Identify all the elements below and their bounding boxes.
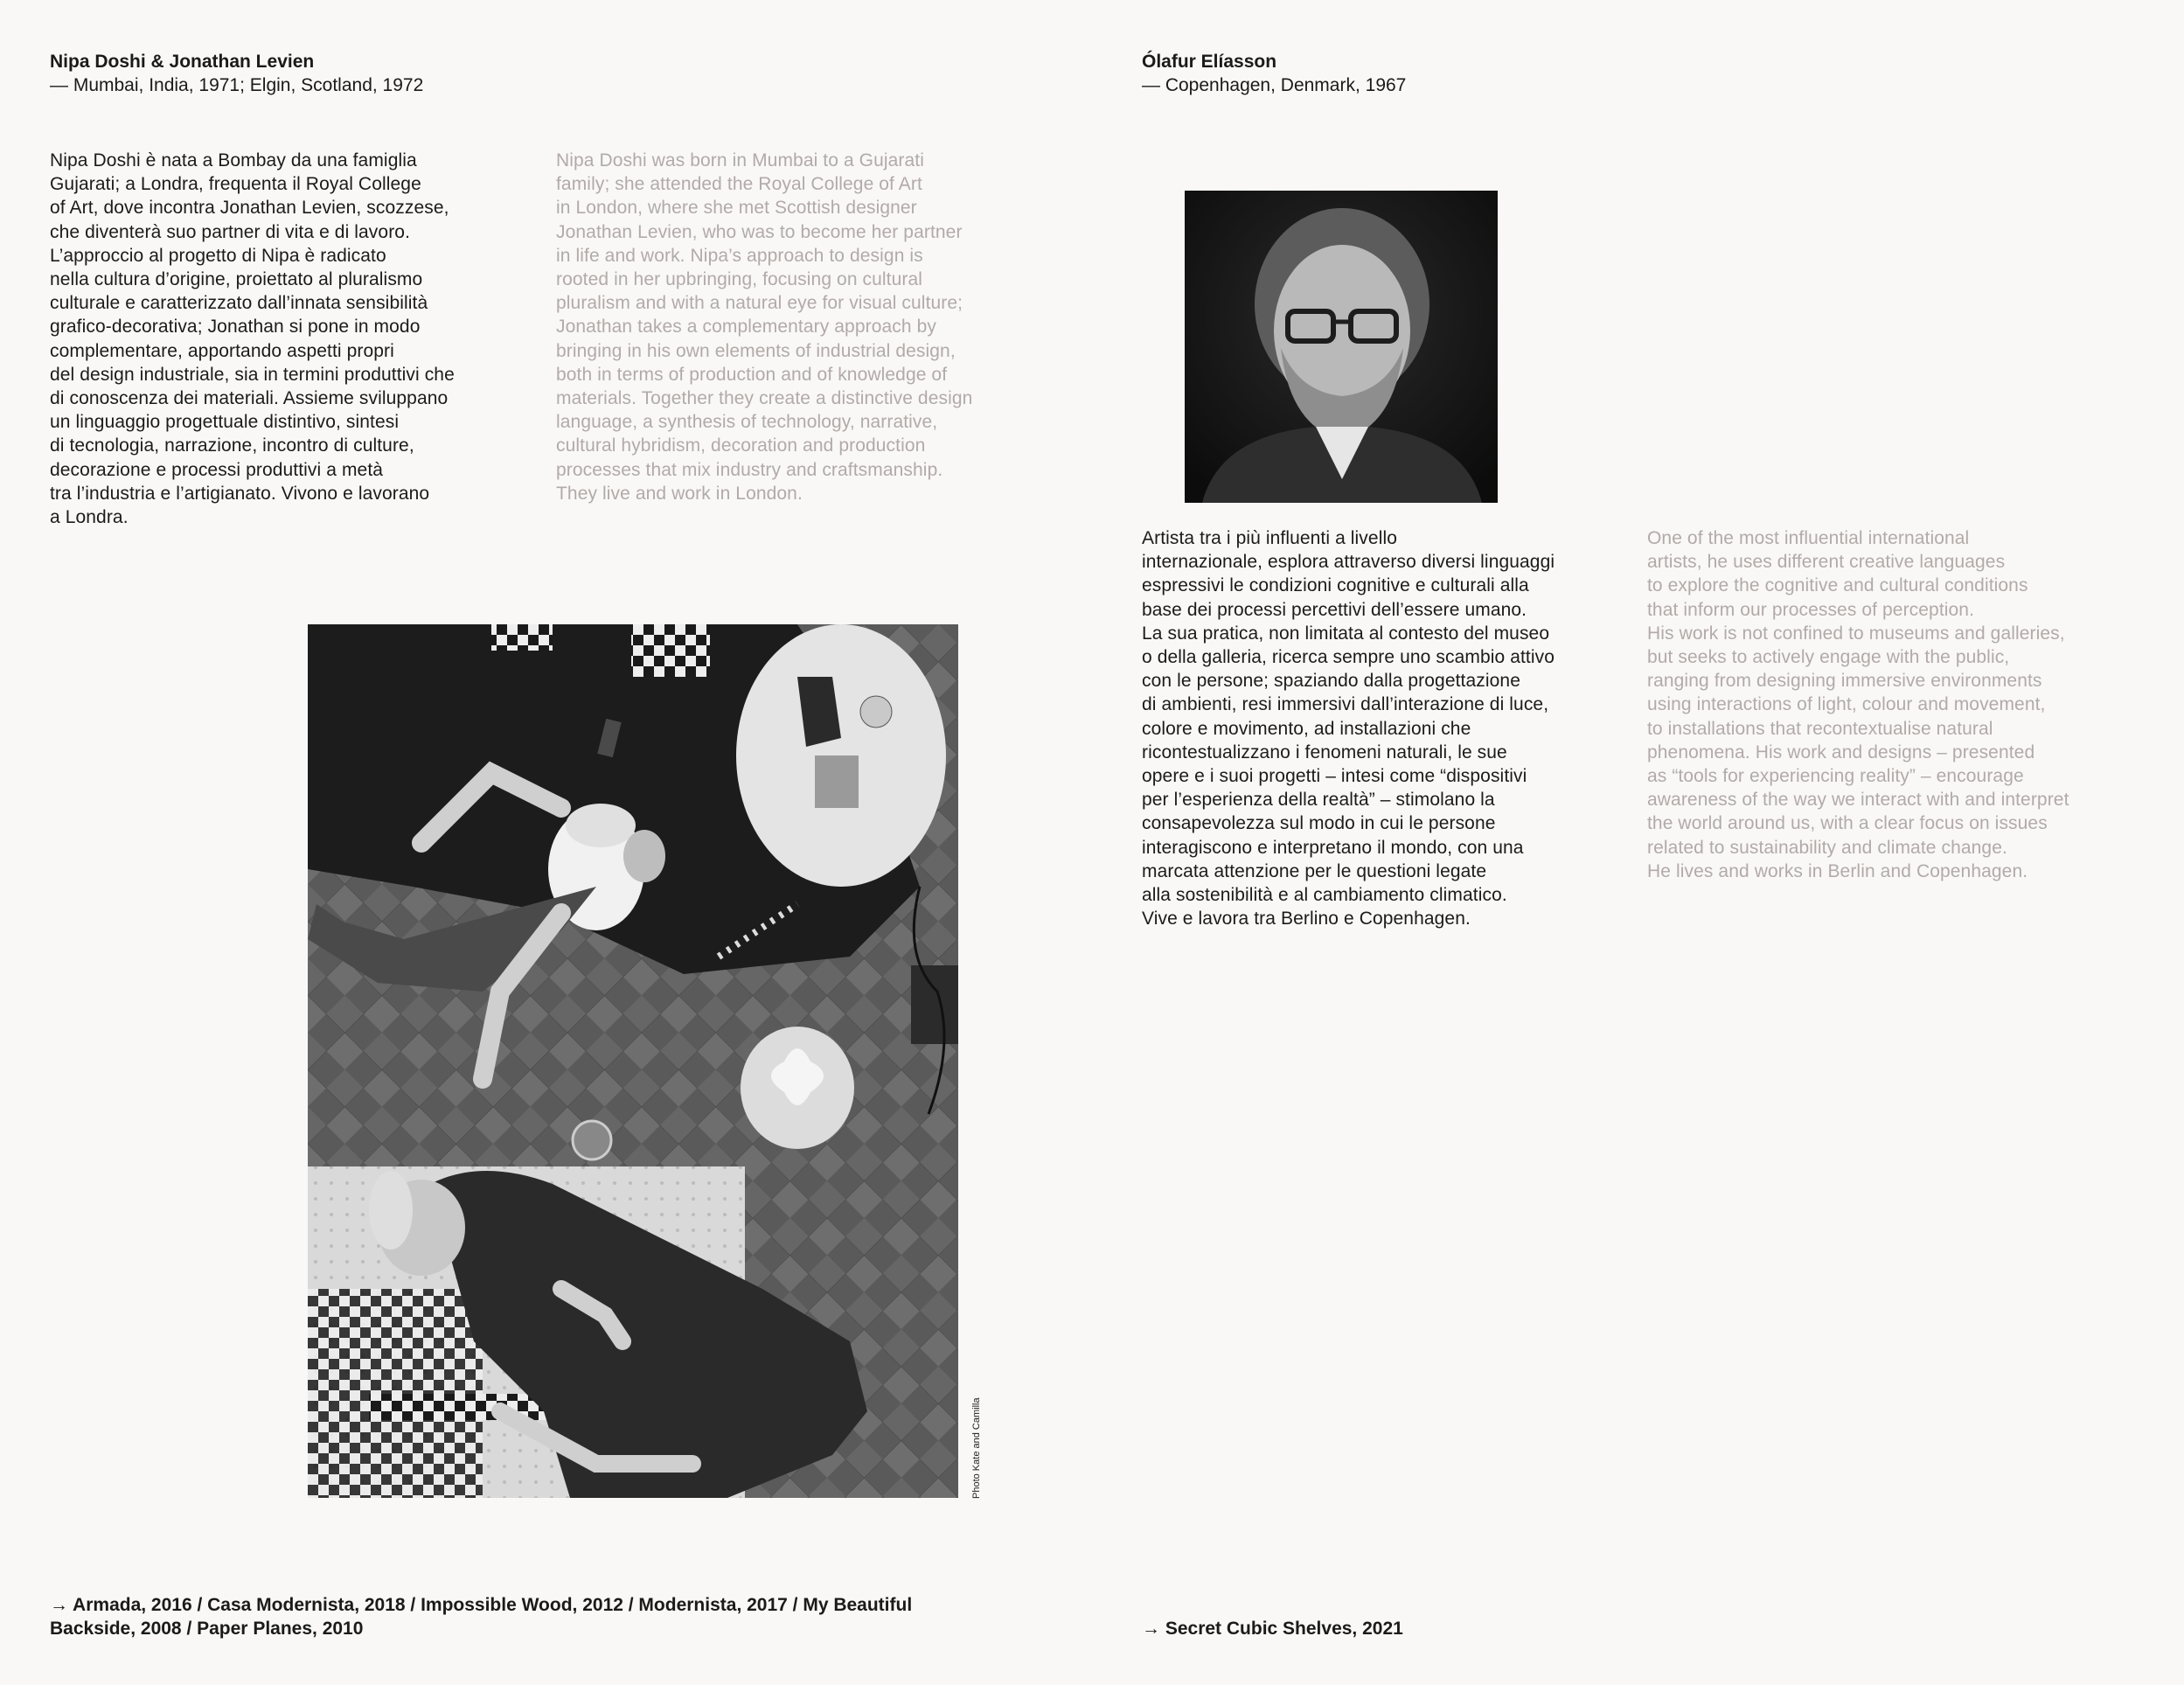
left-bio-italian: Nipa Doshi è nata a Bombay da una famiglia Gujarati; a Londra, frequenta il Royal College of Art, dove incontra Jonathan Levien, scozzese, che diventerà suo partner di vita e di lavoro. L’approccio al progetto di Nipa è radicato nella cultura d’origine, proiettato al pluralismo culturale e caratterizzato dall’innata sensibilità grafico-decorativa; Jonathan si pone in modo complementare, apportando aspetti propri del design industriale, sia in termini produttivi che di conoscenza dei materiali. Assieme sviluppano un linguaggio progettuale distintivo, sintesi di tecnologia, narrazione, incontro di culture, decorazione e processi produttivi a metà tra l’industria e l’artigianato. Vivono e lavorano a Londra.: [50, 150, 455, 528]
photo-credit: Photo Kate and Camilla: [971, 1397, 982, 1499]
right-bio-english: One of the most influential international artists, he uses different creative languages to explore the cognitive and cultural conditions that inform our processes of perception. His work is not confined to museums and galleries, but seeks to actively engage with the public, ranging from designing immersive environments using interactions of light, colour and movement, to installations that recontextualise natural phenomena. His work and designs – presented as “tools for experiencing reality” – encourage awareness of the way we interact with and interpret the world around us, with a clear focus on issues related to sustainability and climate change. He lives and works in Berlin and Copenhagen.: [1647, 528, 2069, 881]
right-artist-origin: — Copenhagen, Denmark, 1967: [1142, 75, 1407, 95]
right-artist-name: Ólafur Elíasson: [1142, 52, 1277, 72]
left-artist-name: Nipa Doshi & Jonathan Levien: [50, 52, 315, 72]
left-works-list: → Armada, 2016 / Casa Modernista, 2018 / Impossible Wood, 2012 / Modernista, 2017 / My Beautiful Backside, 2008 / Paper Planes, 2010: [50, 1595, 913, 1639]
right-bio-italian: Artista tra i più influenti a livello internazionale, esplora attraverso diversi linguaggi espressivi le condizioni cognitive e culturali alla base dei processi percettivi dell’essere umano. La sua pratica, non limitata al contesto del museo o della galleria, ricerca sempre uno scambio attivo con le persone; spaziando dalla progettazione di ambienti, resi immersivi dall’interazione di luce, colore e movimento, ad installazioni che ricontestualizzano i fenomeni naturali, le sue opere e i suoi progetti – intesi come “dispositivi per l’esperienza della realtà” – stimolano la consapevolezza sul modo in cui le persone interagiscono e interpretano il mondo, con una marcata attenzione per le questioni legate alla sostenibilità e al cambiamento climatico. Vive e lavora tra Berlino e Copenhagen.: [1142, 528, 1555, 930]
designers-photo: [308, 624, 958, 1498]
right-works-list: → Secret Cubic Shelves, 2021: [1142, 1619, 1403, 1639]
left-bio-english: Nipa Doshi was born in Mumbai to a Gujarati family; she attended the Royal College of Art in London, where she met Scottish designer Jonathan Levien, who was to become her partner in life and work. Nipa’s approach to design is rooted in her upbringing, focusing on cultural pluralism and with a natural eye for visual culture; Jonathan takes a complementary approach by bringing in his own elements of industrial design, both in terms of production and of knowledge of materials. Together they create a distinctive design language, a synthesis of technology, narrative, cultural hybridism, decoration and production processes that mix industry and craftsmanship. They live and work in London.: [556, 150, 973, 504]
artist-portrait: [1185, 191, 1498, 503]
left-artist-origin: — Mumbai, India, 1971; Elgin, Scotland, 1972: [50, 75, 424, 95]
